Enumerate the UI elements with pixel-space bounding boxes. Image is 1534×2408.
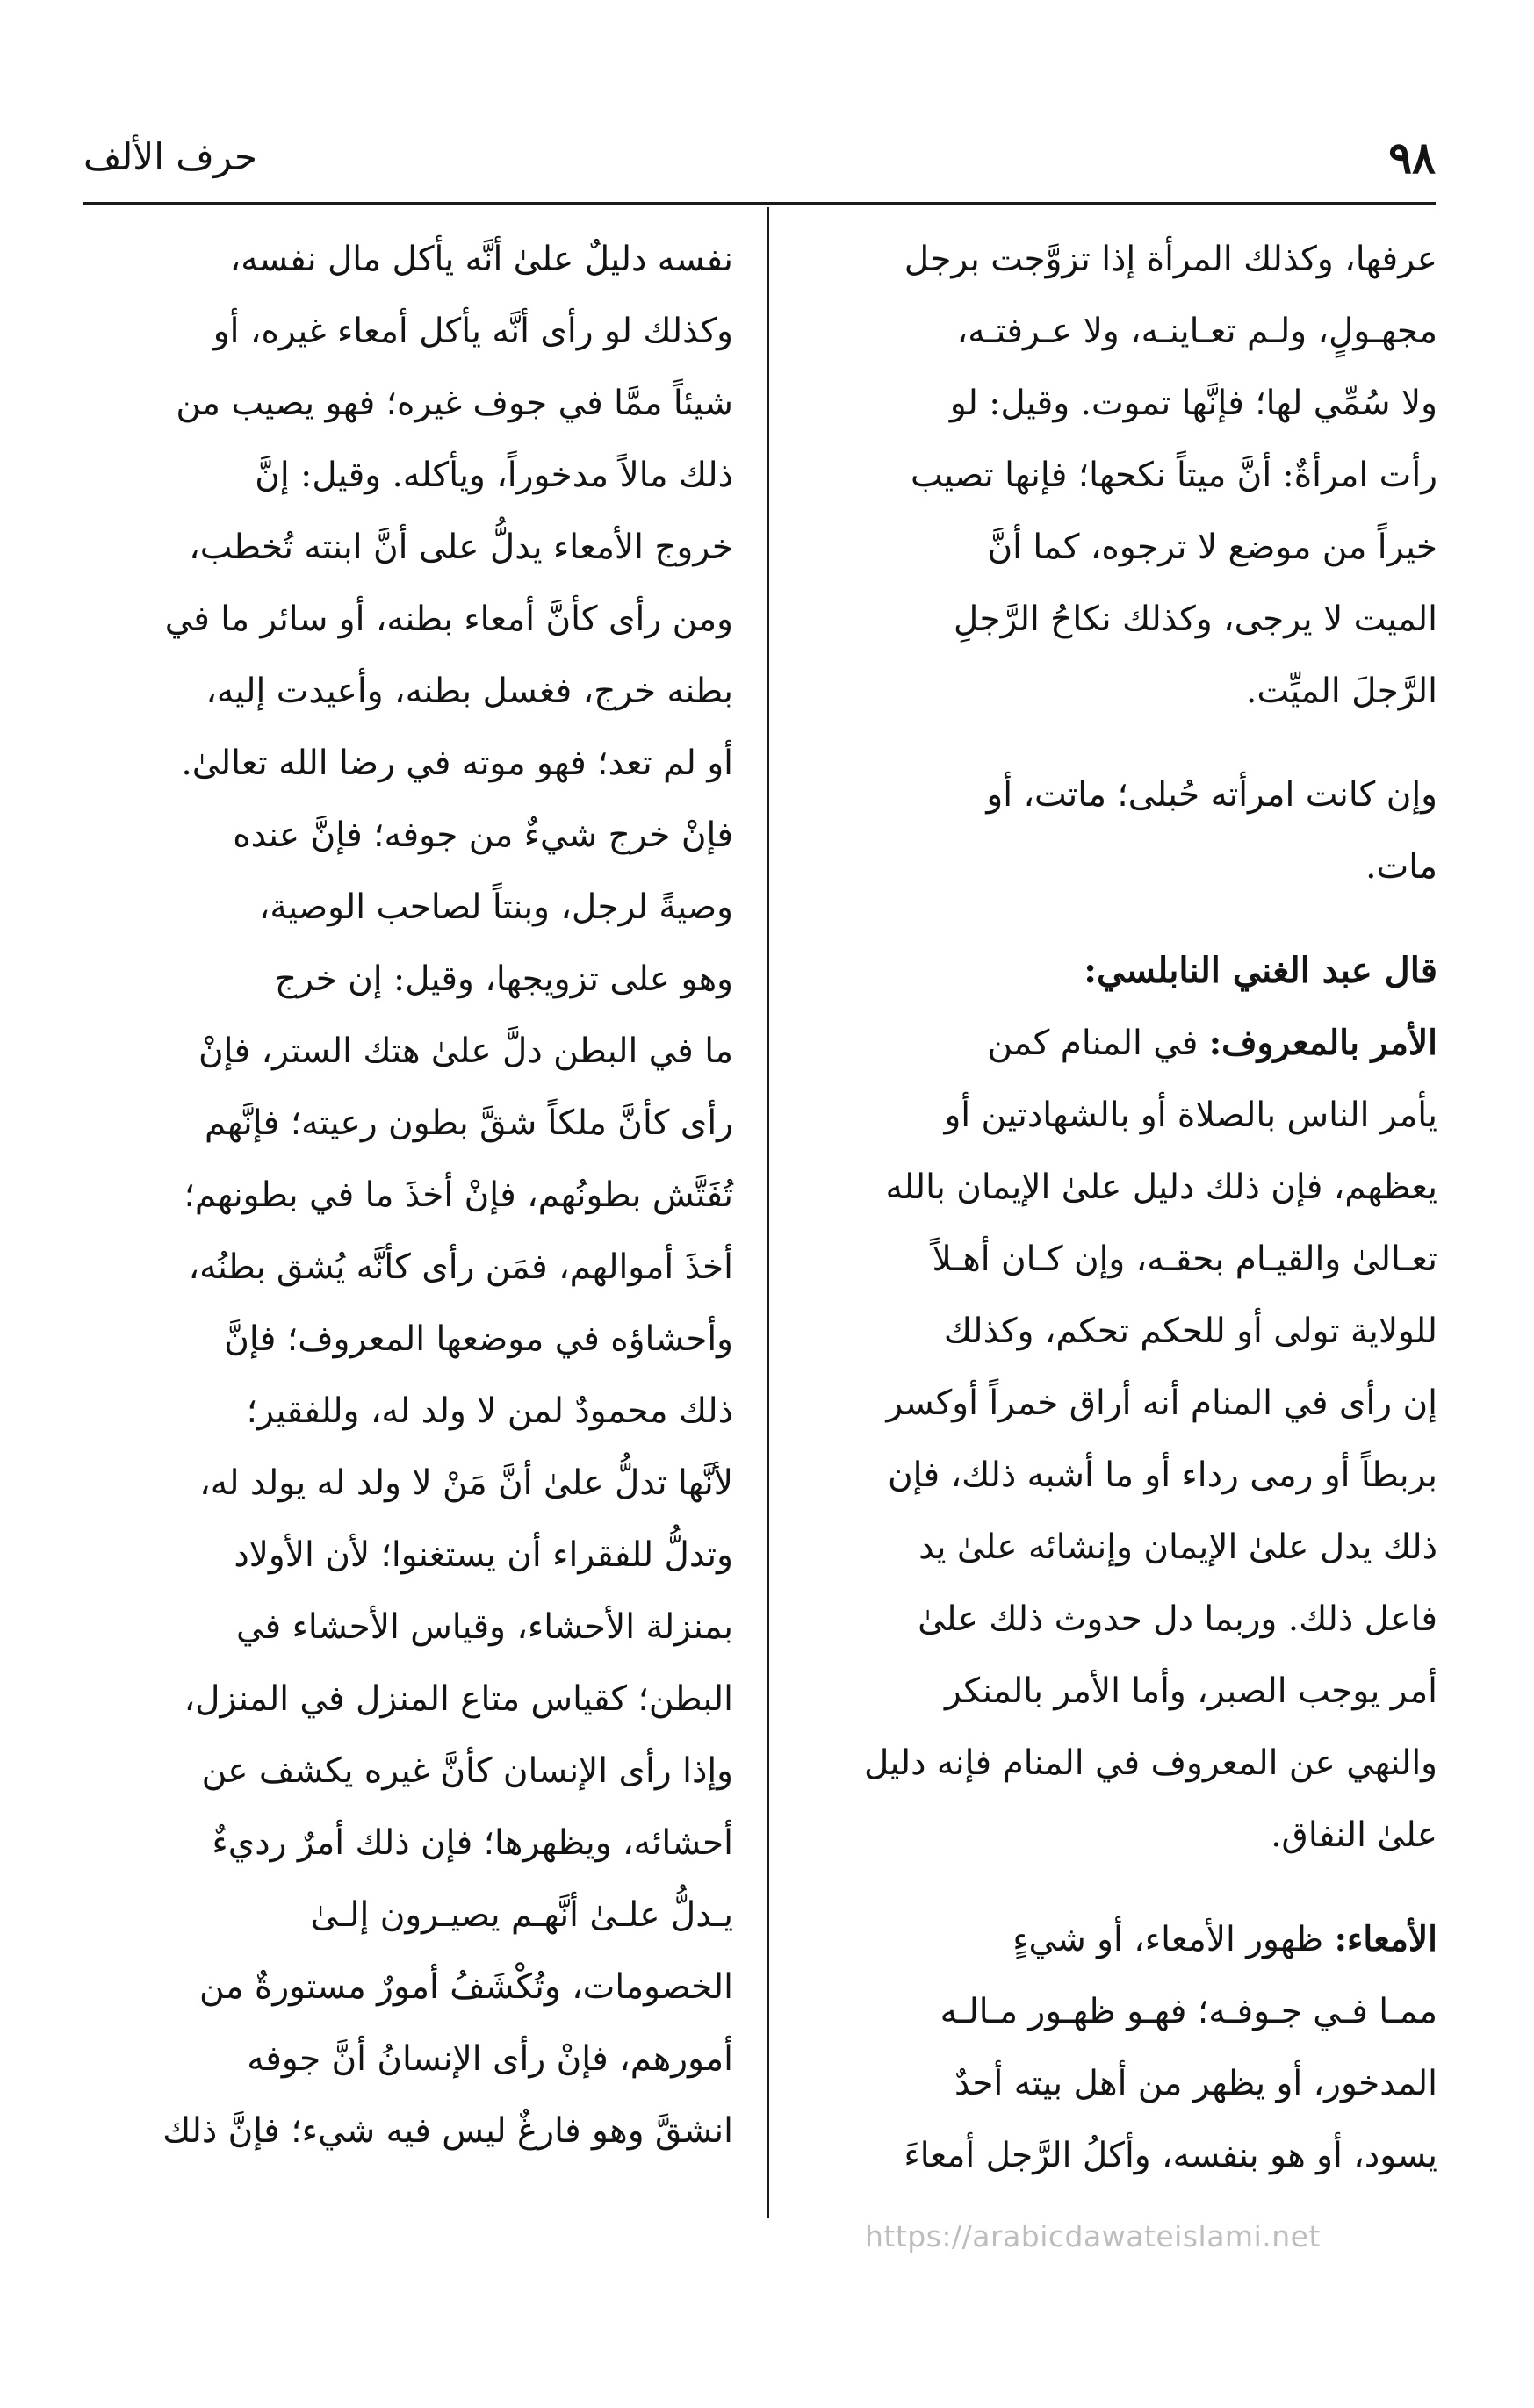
paragraph: نفسه دليلٌ علىٰ أنَّه يأكل مال نفسه، وكذلك لو رأى أنَّه يأكل أمعاء غيره، أو شيئاً ممَّا في جوف غيره؛ فهو يصيب من ذلك مالاً مدخوراً، ويأكله. وقيل: إنَّ خروج الأمعاء يدلُّ على أنَّ ابنته تُخطب، ومن رأى كأنَّ أمعاء بطنه، أو سائر ما في بطنه خرج، فغسل بطنه، وأعيدت إليه، أو لم تعد؛ فهو موته في رضا الله تعالىٰ. فإنْ خرج شيءٌ من جوفه؛ فإنَّ عنده وصيةً لرجل، وبنتاً لصاحب الوصية، وهو على تزويجها، وقيل: إن خرج ما في البطن دلَّ علىٰ هتك الستر، فإنْ رأى كأنَّ ملكاً شقَّ بطون رعيته؛ فإنَّهم تُفَتَّش بطونُهم، فإنْ أخذَ ما في بطونهم؛ أخذَ أموالهم، فمَن رأى كأنَّه يُشق بطنُه، وأحشاؤه في موضعها المعروف؛ فإنَّ ذلك محمودٌ لمن لا ولد له، وللفقير؛ لأنَّها تدلُّ علىٰ أنَّ مَنْ لا ولد له يولد له، وتدلُّ للفقراء أن يستغنوا؛ لأن الأولاد بمنزلة الأحشاء، وقياس الأحشاء في البطن؛ كقياس متاع المنزل في المنزل، وإذا رأى الإنسان كأنَّ غيره يكشف عن أحشائه، ويظهرها؛ فإن ذلك أمرٌ رديءٌ يـدلُّ علـىٰ أنَّهـم يصيـرون إلـىٰ الخصومات، وتُكْشَفُ أمورٌ مستورةٌ من أمورهم، فإنْ رأى الإنسانُ أنَّ جوفه انشقَّ وهو فارغٌ ليس فيه شيء؛ فإنَّ ذلك	[162, 240, 733, 2151]
column-divider	[767, 207, 769, 2218]
header-rule	[83, 202, 1436, 205]
entry-term: الأمعاء:	[1334, 1919, 1437, 1959]
page-number: ٩٨	[1388, 132, 1436, 183]
watermark: https://arabicdawateislami.net	[865, 2219, 1321, 2253]
right-column	[788, 224, 1437, 2192]
paragraph: وإن كانت امرأته حُبلى؛ ماتت، أو مات.	[986, 775, 1437, 887]
running-head: حرف الألف	[83, 135, 257, 178]
section-title: قال عبد الغني النابلسي:	[1084, 950, 1437, 991]
entry-text: في المنام كمن يأمر الناس بالصلاة أو بالشهادتين أو يعظهم، فإن ذلك دليل علىٰ الإيمان بالله تعـالىٰ والقيـام بحقـه، وإن كـان أهـلاً للولاية تولى أو للحكم تحكم، وكذلك إن رأى في المنام أنه أراق خمراً أوكسر بربطاً أو رمى رداء أو ما أشبه ذلك، فإن ذلك يدل علىٰ الإيمان وإنشائه علىٰ يد فاعل ذلك. وربما دل حدوث ذلك علىٰ أمر يوجب الصبر، وأما الأمر بالمنكر والنهي عن المعروف في المنام فإنه دليل علىٰ النفاق.	[863, 1024, 1437, 1855]
paragraph: عرفها، وكذلك المرأة إذا تزوَّجت برجل مجهـولٍ، ولـم تعـاينـه، ولا عـرفتـه، ولا سُمِّي لها؛ فإنَّها تموت. وقيل: لو رأت امرأةٌ: أنَّ ميتاً نكحها؛ فإنها تصيب خيراً من موضع لا ترجوه، كما أنَّ الميت لا يرجى، وكذلك نكاحُ الرَّجلِ الرَّجلَ الميِّت.	[904, 240, 1437, 711]
paragraph	[788, 1007, 1437, 1872]
paragraph	[788, 1903, 1437, 2192]
entry-term: الأمر بالمعروف:	[1208, 1023, 1437, 1063]
left-column	[83, 224, 733, 2167]
entry-text: ظهور الأمعاء، أو شيءٍ ممـا فـي جـوفـه؛ فهـو ظهـور مـالـه المدخور، أو يظهر من أهل بيته أحدٌ يسود، أو هو بنفسه، وأكلُ الرَّجل أمعاءَ	[904, 1920, 1437, 2175]
page-header	[83, 132, 1436, 193]
